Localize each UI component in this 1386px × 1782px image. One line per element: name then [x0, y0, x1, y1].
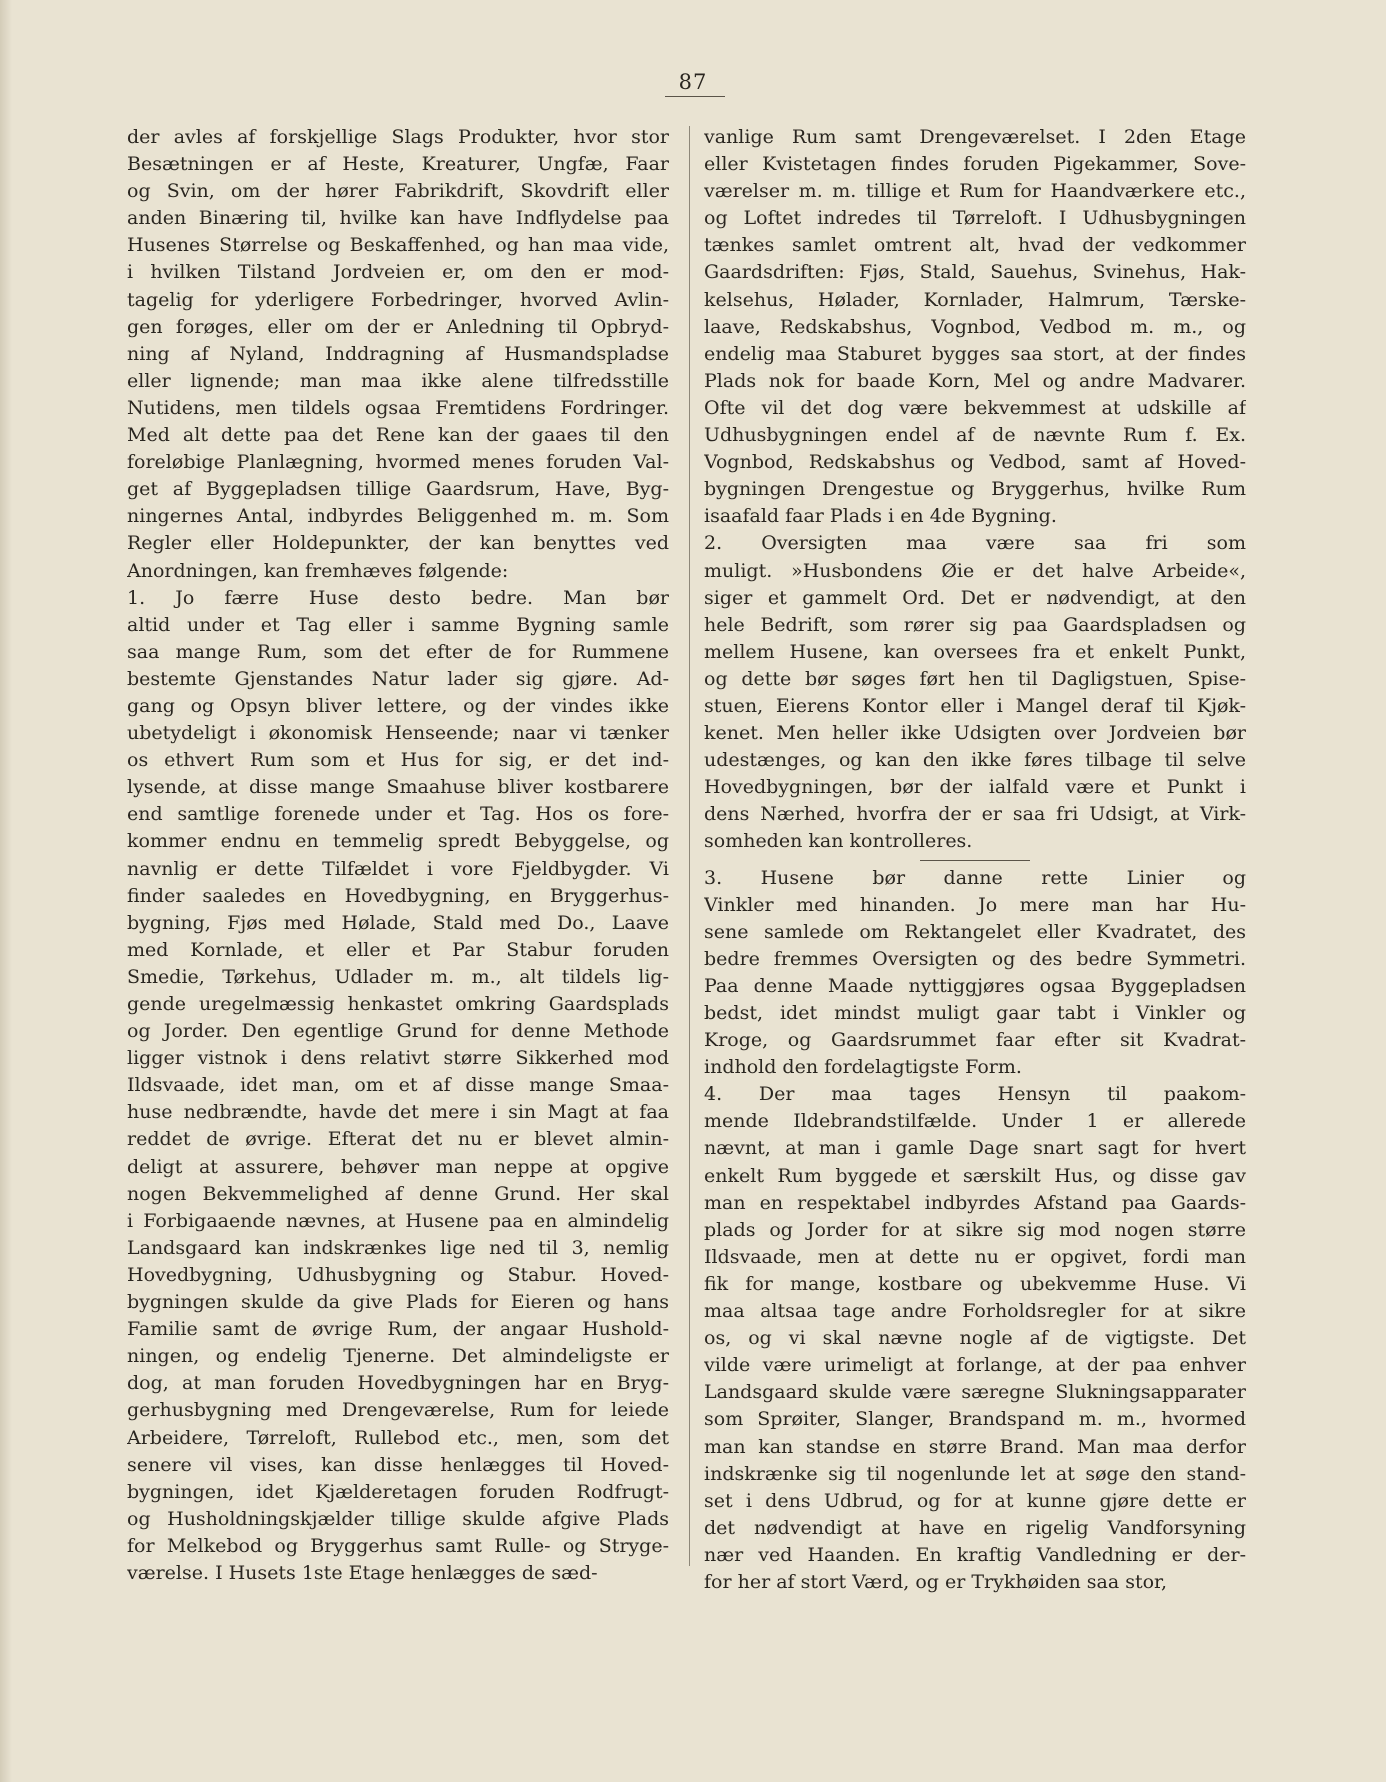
text-line: deligt at assurere, behøver man neppe at opgive: [127, 1155, 669, 1178]
text-line: somheden kan kontrolleres.: [704, 830, 973, 853]
text-line: hele Bedrift, som rører sig paa Gaardspladsen og: [704, 613, 1246, 636]
text-line: og dette bør søges ført hen til Dagligstuen, Spise-: [704, 667, 1246, 690]
right-column: [704, 124, 1246, 1596]
text-line: ningen, og endelig Tjenerne. Det almindeligste er: [127, 1345, 669, 1368]
text-line: bedst, idet mindst muligt gaar tabt i Vinkler og: [704, 1002, 1246, 1024]
text-line: Hovedbygning, Udhusbygning og Stabur. Hoved-: [127, 1263, 669, 1286]
text-line: dens Nærhed, hvorfra der er saa fri Udsigt, at Virk-: [704, 803, 1246, 826]
right-column-section-2: [704, 865, 1246, 1597]
text-line: 4. Der maa tages Hensyn til paakom-: [704, 1083, 1246, 1106]
text-line: Husenes Størrelse og Beskaffenhed, og han maa vide,: [127, 234, 669, 257]
text-line: nær ved Haanden. En kraftig Vandledning er der-: [704, 1543, 1246, 1566]
text-line: med Kornlade, et eller et Par Stabur foruden: [127, 938, 669, 961]
text-line: det nødvendigt at have en rigelig Vandforsyning: [704, 1516, 1246, 1539]
text-line: mende Ildebrandstilfælde. Under 1 er allerede: [704, 1110, 1246, 1133]
text-line: Hovedbygningen, bør der ialfald være et Punkt i: [704, 776, 1246, 799]
text-line: vilde være urimeligt at forlange, at der paa enhver: [704, 1354, 1246, 1377]
text-line: enkelt Rum byggede et særskilt Hus, og disse gav: [704, 1164, 1246, 1187]
text-line: nævnt, at man i gamle Dage snart sagt for hvert: [704, 1137, 1246, 1160]
page-number-rule: [665, 96, 725, 97]
text-line: gende uregelmæssig henkastet omkring Gaardsplads: [127, 993, 669, 1015]
text-line: ubetydeligt i økonomisk Henseende; naar vi tænker: [127, 722, 669, 745]
text-line: finder saaledes en Hovedbygning, en Bryggerhus-: [127, 884, 669, 907]
text-line: os, og vi skal nævne nogle af de vigtigste. Det: [704, 1327, 1246, 1350]
text-line: kommer endnu en temmelig spredt Bebyggelse, og: [127, 830, 669, 853]
text-line: gang og Opsyn bliver lettere, og der vindes ikke: [127, 694, 669, 717]
text-line: og Jorder. Den egentlige Grund for denne Methode: [127, 1020, 669, 1043]
text-line: Kroge, og Gaardsrummet faar efter sit Kvadrat-: [704, 1029, 1246, 1052]
text-line: foreløbige Planlægning, hvormed menes foruden Val-: [127, 451, 669, 474]
text-line: Nutidens, men tildels ogsaa Fremtidens Fordringer.: [127, 396, 669, 419]
text-line: ningernes Antal, indbyrdes Beliggenhed m. m. Som: [127, 505, 669, 528]
text-line: endelig maa Staburet bygges saa stort, at der findes: [704, 342, 1246, 365]
text-line: plads og Jorder for at sikre sig mod nogen større: [704, 1218, 1246, 1241]
text-line: eller lignende; man maa ikke alene tilfredsstille: [127, 369, 669, 392]
right-column-section-1: [704, 124, 1246, 856]
section-divider-rule: [920, 860, 1030, 861]
text-line: saa mange Rum, som det efter de for Rummene: [127, 640, 669, 663]
text-line: Regler eller Holdepunkter, der kan benyttes ved: [127, 532, 669, 555]
text-line: altid under et Tag eller i samme Bygning samle: [127, 613, 669, 636]
text-line: tagelig for yderligere Forbedringer, hvorved Avlin-: [127, 288, 669, 311]
text-line: for her af stort Værd, og er Trykhøiden saa stor,: [704, 1570, 1168, 1593]
text-line: man kan standse en større Brand. Man maa derfor: [704, 1435, 1246, 1458]
text-line: fik for mange, kostbare og ubekvemme Huse. Vi: [704, 1272, 1246, 1295]
text-line: 2. Oversigten maa være saa fri som: [704, 532, 1246, 555]
text-line: navnlig er dette Tilfældet i vore Fjeldbygder. Vi: [127, 857, 669, 880]
text-line: ligger vistnok i dens relativt større Sikkerhed mod: [127, 1047, 669, 1070]
text-line: Gaardsdriften: Fjøs, Stald, Sauehus, Svinehus, Hak-: [704, 261, 1246, 284]
text-line: ning af Nyland, Inddragning af Husmandspladse: [127, 342, 669, 365]
text-line: Anordningen, kan fremhæves følgende:: [127, 559, 509, 582]
text-line: gerhusbygning med Drengeværelse, Rum for leiede: [127, 1399, 669, 1422]
text-line: Arbeidere, Tørreloft, Rullebod etc., men, som det: [127, 1426, 669, 1449]
text-line: huse nedbrændte, havde det mere i sin Magt at faa: [127, 1101, 669, 1124]
left-column: [127, 124, 669, 1587]
text-line: i Forbigaaende nævnes, at Husene paa en almindelig: [127, 1209, 669, 1232]
text-line: bestemte Gjenstandes Natur lader sig gjøre. Ad-: [127, 667, 669, 690]
text-line: Med alt dette paa det Rene kan der gaaes til den: [127, 424, 669, 447]
text-line: Paa denne Maade nyttiggjøres ogsaa Byggepladsen: [704, 974, 1246, 997]
text-line: stuen, Eierens Kontor eller i Mangel deraf til Kjøk-: [704, 694, 1246, 717]
text-line: kenet. Men heller ikke Udsigten over Jordveien bør: [704, 722, 1246, 745]
text-line: Landsgaard kan indskrænkes lige ned til 3, nemlig: [127, 1236, 669, 1259]
page-number: 87: [678, 70, 708, 94]
text-line: bygningen, idet Kjælderetagen foruden Rodfrugt-: [127, 1480, 669, 1503]
text-line: reddet de øvrige. Efterat det nu er blevet almin-: [127, 1128, 669, 1151]
text-line: der avles af forskjellige Slags Produkter, hvor stor: [127, 126, 669, 148]
text-line: end samtlige forenede under et Tag. Hos os fore-: [127, 803, 669, 826]
text-line: i hvilken Tilstand Jordveien er, om den er mod-: [127, 261, 669, 284]
text-line: anden Binæring til, hvilke kan have Indflydelse paa: [127, 207, 669, 230]
text-line: Familie samt de øvrige Rum, der angaar Hushold-: [127, 1318, 669, 1341]
text-line: Vognbod, Redskabshus og Vedbod, samt af Hoved-: [704, 451, 1246, 474]
text-line: isaafald faar Plads i en 4de Bygning.: [704, 505, 1057, 528]
text-line: maa altsaa tage andre Forholdsregler for at sikre: [704, 1300, 1246, 1323]
text-line: 1. Jo færre Huse desto bedre. Man bør: [127, 586, 669, 609]
text-line: udestænges, og kan den ikke føres tilbage til selve: [704, 749, 1246, 772]
text-line: bygningen Drengestue og Bryggerhus, hvilke Rum: [704, 478, 1246, 501]
text-line: man en respektabel indbyrdes Afstand paa Gaards-: [704, 1191, 1246, 1214]
text-line: Smedie, Tørkehus, Udlader m. m., alt tildels lig-: [127, 965, 669, 988]
text-line: vanlige Rum samt Drengeværelset. I 2den Etage: [704, 126, 1246, 148]
text-line: Udhusbygningen endel af de nævnte Rum f. Ex.: [704, 424, 1246, 447]
text-line: tænkes samlet omtrent alt, hvad der vedkommer: [704, 234, 1246, 257]
text-line: siger et gammelt Ord. Det er nødvendigt, at den: [704, 586, 1246, 609]
text-line: os ethvert Rum som et Hus for sig, er det ind-: [127, 749, 669, 772]
text-line: Vinkler med hinanden. Jo mere man har Hu-: [704, 893, 1246, 916]
text-line: mellem Husene, kan oversees fra et enkelt Punkt,: [704, 640, 1246, 663]
text-line: som Sprøiter, Slanger, Brandspand m. m., hvormed: [704, 1408, 1246, 1431]
text-line: nogen Bekvemmelighed af denne Grund. Her skal: [127, 1182, 669, 1205]
text-line: lysende, at disse mange Smaahuse bliver kostbarere: [127, 776, 669, 799]
text-line: Ildsvaade, men at dette nu er opgivet, fordi man: [704, 1245, 1246, 1268]
text-line: og Loftet indredes til Tørreloft. I Udhusbygningen: [704, 207, 1246, 230]
text-line: gen forøges, eller om der er Anledning til Opbryd-: [127, 315, 669, 338]
text-line: indhold den fordelagtigste Form.: [704, 1056, 1022, 1079]
page-edge: [0, 0, 12, 1782]
text-line: Ofte vil det dog være bekvemmest at udskille af: [704, 396, 1246, 419]
text-line: bygningen skulde da give Plads for Eieren og hans: [127, 1291, 669, 1314]
text-line: get af Byggepladsen tillige Gaardsrum, Have, Byg-: [127, 478, 669, 501]
text-line: dog, at man foruden Hovedbygningen har en Bryg-: [127, 1372, 669, 1395]
text-line: værelse. I Husets 1ste Etage henlægges de sæd-: [127, 1561, 598, 1584]
text-line: senere vil vises, kan disse henlægges til Hoved-: [127, 1453, 669, 1476]
text-line: Landsgaard skulde være særegne Slukningsapparater: [704, 1381, 1246, 1404]
text-line: og Husholdningskjælder tillige skulde afgive Plads: [127, 1507, 669, 1530]
text-line: Ildsvaade, idet man, om et af disse mange Smaa-: [127, 1074, 669, 1097]
text-line: for Melkebod og Bryggerhus samt Rulle- og Stryge-: [127, 1534, 669, 1557]
text-line: muligt. »Husbondens Øie er det halve Arbeide«,: [704, 559, 1246, 582]
text-line: bygning, Fjøs med Hølade, Stald med Do., Laave: [127, 911, 669, 934]
text-line: laave, Redskabshus, Vognbod, Vedbod m. m., og: [704, 315, 1246, 338]
text-line: sene samlede om Rektangelet eller Kvadratet, des: [704, 920, 1246, 943]
text-line: indskrænke sig til nogenlunde let at søge den stand-: [704, 1462, 1246, 1485]
text-line: Plads nok for baade Korn, Mel og andre Madvarer.: [704, 369, 1246, 392]
text-line: eller Kvistetagen findes foruden Pigekammer, Sove-: [704, 153, 1246, 176]
text-line: Besætningen er af Heste, Kreaturer, Ungfæ, Faar: [127, 153, 669, 176]
column-divider: [689, 126, 690, 1566]
text-line: 3. Husene bør danne rette Linier og: [704, 866, 1246, 889]
text-line: og Svin, om der hører Fabrikdrift, Skovdrift eller: [127, 180, 669, 203]
text-line: set i dens Udbrud, og for at kunne gjøre dette er: [704, 1489, 1246, 1512]
text-line: kelsehus, Hølader, Kornlader, Halmrum, Tærske-: [704, 288, 1246, 311]
text-line: værelser m. m. tillige et Rum for Haandværkere etc.,: [704, 180, 1246, 203]
text-line: bedre fremmes Oversigten og des bedre Symmetri.: [704, 947, 1246, 970]
